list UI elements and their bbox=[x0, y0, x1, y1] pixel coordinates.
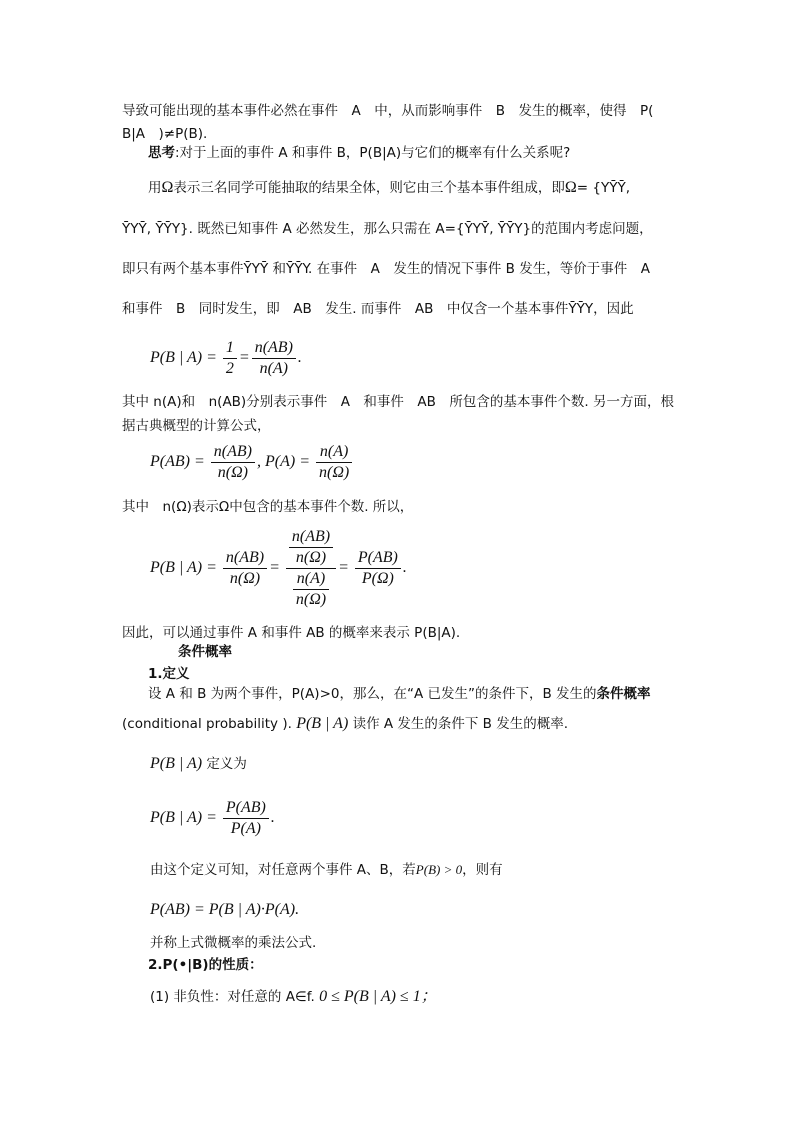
para-line: ȲYȲ, ȲȲY}. 既然已知事件 A 必然发生，那么只需在 A={ȲYȲ, ȲȲY}的范围内考虑问题， bbox=[122, 221, 653, 237]
formula-definition: P(B | A) = $\frac{P(AB)}{P(A)}$ . bbox=[150, 799, 275, 837]
section-heading: 条件概率 bbox=[178, 644, 232, 660]
omega-symbol: Ω bbox=[564, 179, 577, 196]
para-line: 其中 n(Ω)表示Ω中包含的基本事件个数. 所以， bbox=[122, 499, 414, 515]
fraction-pab-pomega: $\frac{P(AB)}{P(\Omega)}$ bbox=[355, 548, 401, 589]
omega-line bbox=[148, 178, 630, 198]
formula-conditional: P(B | A) = $\frac{1}{2}$ = $\frac{n(AB)}{n(A)}$ . bbox=[150, 339, 302, 377]
omega-set: = {YȲȲ, bbox=[576, 180, 631, 196]
subsection-heading: 1.定义 bbox=[148, 666, 190, 682]
para-line: 其中 n(A)和 n(AB)分别表示事件 A 和事件 AB 所包含的基本事件个数. 另一方面，根 bbox=[122, 394, 675, 410]
definition-line: (conditional probability ). P(B | A) 读作 A 发生的条件下 B 发生的概率. bbox=[122, 715, 569, 732]
subsection-heading: 2.P(•|B)的性质： bbox=[148, 957, 263, 973]
compound-fraction: $\frac{\frac{n(AB)}{n(\Omega)}}{\frac{n(A)}{n(\Omega)}}$ bbox=[286, 527, 336, 610]
math-pba: P(B | A) bbox=[296, 715, 349, 732]
formula-derivation: P(B | A) = $\frac{n(AB)}{n(\Omega)}$ = $\frac{\frac{n(AB)}{n(\Omega)}}{\frac{n(A)}{n(\Omega)}}$ = $\frac{P(AB)}{P(\Omega)}$ . bbox=[150, 528, 407, 608]
para-line: 导致可能出现的基本事件必然在事件 A 中，从而影响事件 B 发生的概率，使得 P( bbox=[122, 103, 654, 119]
fraction-half: $\frac{1}{2}$ bbox=[223, 338, 237, 379]
para-line: 并称上式微概率的乘法公式. bbox=[150, 935, 317, 951]
omega-text: 表示三名同学可能抽取的结果全体，则它由三个基本事件组成，即 bbox=[173, 180, 565, 196]
para-line: 据古典概型的计算公式， bbox=[122, 418, 271, 434]
para-line: 和事件 B 同时发生，即 AB 发生. 而事件 AB 中仅含一个基本事件ȲȲY，因此 bbox=[122, 301, 634, 317]
think-line bbox=[148, 143, 570, 163]
formula-classical: P(AB) = $\frac{n(AB)}{n(\Omega)}$ , P(A) = $\frac{n(A)}{n(\Omega)}$ bbox=[150, 442, 354, 483]
definition-line: 设 A 和 B 为两个事件，P(A)>0，那么，在“A 已发生”的条件下，B 发生的条件概率 bbox=[148, 686, 651, 702]
fraction-nab-na: $\frac{n(AB)}{n(A)}$ bbox=[252, 338, 296, 379]
property-line: (1) 非负性：对任意的 A∈f. 0 ≤ P(B | A) ≤ 1； bbox=[150, 988, 437, 1005]
think-label: 思考 bbox=[148, 145, 175, 161]
para-line: B|A )≠P(B). bbox=[122, 126, 208, 142]
formula-multiplication: P(AB) = P(B | A)·P(A). bbox=[150, 901, 300, 918]
fraction-nab-nomega: $\frac{n(AB)}{n(\Omega)}$ bbox=[211, 442, 255, 483]
fraction-na-nomega: $\frac{n(A)}{n(\Omega)}$ bbox=[316, 442, 352, 483]
para-line: 因此，可以通过事件 A 和事件 AB 的概率来表示 P(B|A). bbox=[122, 625, 461, 641]
fraction-nab-nomega: $\frac{n(AB)}{n(\Omega)}$ bbox=[223, 548, 267, 589]
think-text: :对于上面的事件 A 和事件 B，P(B|A)与它们的概率有什么关系呢? bbox=[175, 145, 571, 161]
fraction-pab-pa: $\frac{P(AB)}{P(A)}$ bbox=[223, 798, 269, 839]
conditional-probability-term: 条件概率 bbox=[596, 686, 651, 702]
para-line: 即只有两个基本事件ȲYȲ 和ȲȲY. 在事件 A 发生的情况下事件 B 发生，等价于事件 A bbox=[122, 261, 650, 277]
definition-line: P(B | A) 定义为 bbox=[150, 755, 247, 772]
omega-pre: 用 bbox=[148, 180, 162, 196]
para-line: 由这个定义可知，对任意两个事件 A、B，若P(B) > 0，则有 bbox=[150, 862, 503, 878]
omega-symbol: Ω bbox=[161, 179, 174, 196]
math-pba: P(B | A) bbox=[150, 349, 203, 367]
